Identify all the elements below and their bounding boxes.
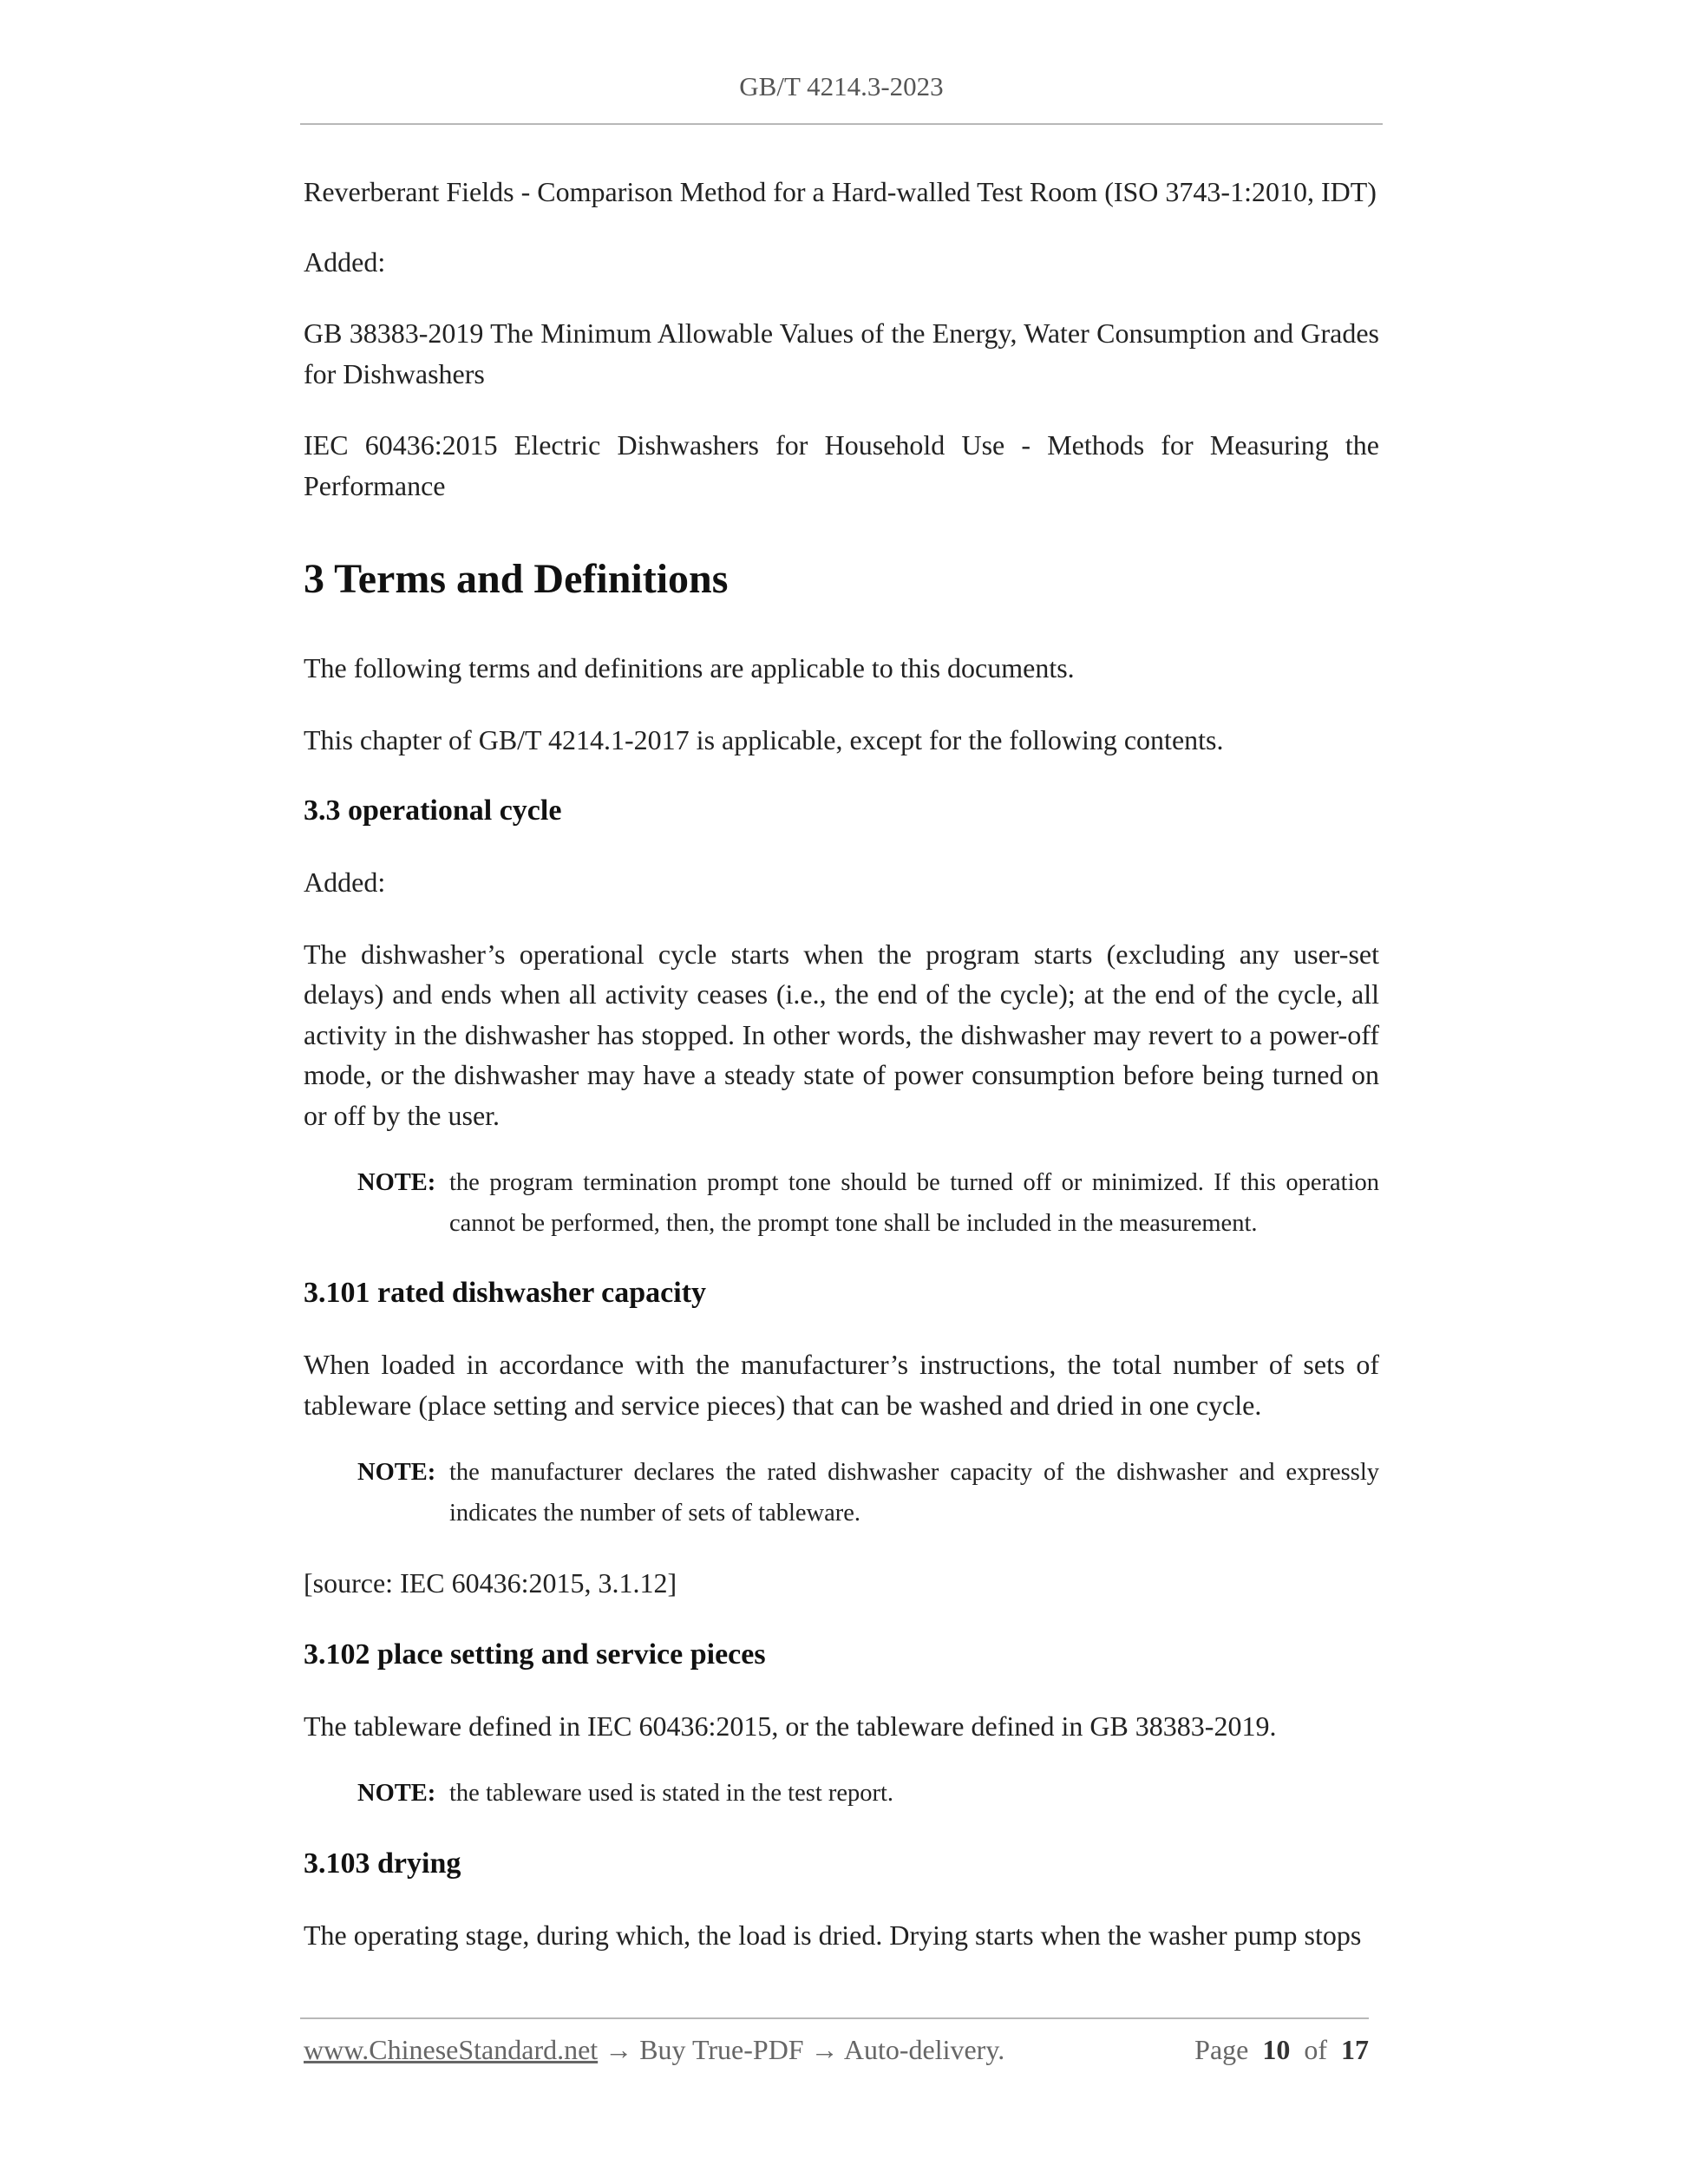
note-label: NOTE: (357, 1780, 436, 1807)
term-3-103-heading: 3.103 drying (304, 1847, 461, 1880)
note-capacity (304, 1453, 1379, 1533)
added-label: Added: (304, 245, 386, 278)
rated-capacity-definition: When loaded in accordance with the manufacturer’s instructions, the total number of sets of tableware (place setting and service pieces) that can be washed and dried in one cycle. (304, 1349, 1379, 1421)
page-footer (304, 2034, 1369, 2066)
note-text: the program termination prompt tone should be turned off or minimized. If this operation cannot be performed, then, the prompt tone shall be included in the measurement. (449, 1169, 1379, 1237)
term-3-102-heading: 3.102 place setting and service pieces (304, 1638, 766, 1671)
footer-divider (300, 2017, 1369, 2019)
added-label: Added: (304, 866, 386, 898)
page-word: Page (1194, 2034, 1249, 2065)
source-citation: [source: IEC 60436:2015, 3.1.12] (304, 1567, 677, 1599)
document-body (304, 172, 1379, 1986)
section-3-heading: 3 Terms and Definitions (304, 556, 729, 602)
note-label: NOTE: (357, 1169, 436, 1196)
reference-iec60436: IEC 60436:2015 Electric Dishwashers for Household Use - Methods for Measuring the Performance (304, 429, 1379, 501)
page-current: 10 (1262, 2034, 1291, 2065)
page-total: 17 (1341, 2034, 1369, 2065)
reference-gb38383: GB 38383-2019 The Minimum Allowable Values of the Energy, Water Consumption and Grades for Dishwashers (304, 317, 1379, 389)
footer-nav-text: → Buy True-PDF → Auto-delivery. (605, 2034, 1005, 2065)
operational-cycle-definition: The dishwasher’s operational cycle starts when the program starts (excluding any user-set delays) and ends when all activity ceases (i.e., the end of the cycle); at the end of the cycle, all activity in the dishwasher has stopped. In other words, the dishwasher may revert to a power-off mode, or the dishwasher may have a steady state of power consumption before being turned on or off by the user. (304, 938, 1379, 1131)
note-text: the manufacturer declares the rated dishwasher capacity of the dishwasher and expressly indicates the number of sets of tableware. (449, 1459, 1379, 1527)
note-prompt-tone (304, 1163, 1379, 1244)
running-header: GB/T 4214.3-2023 (739, 71, 944, 101)
drying-definition: The operating stage, during which, the load is dried. Drying starts when the washer pump stops (304, 1919, 1362, 1951)
note-tableware (304, 1774, 1379, 1815)
place-setting-definition: The tableware defined in IEC 60436:2015, or the tableware defined in GB 38383-2019. (304, 1710, 1277, 1742)
terms-intro: The following terms and definitions are applicable to this documents. (304, 652, 1075, 683)
reference-continuation: Reverberant Fields - Comparison Method for a Hard-walled Test Room (ISO 3743-1:2010, IDT) (304, 176, 1377, 207)
term-3-3-heading: 3.3 operational cycle (304, 794, 562, 827)
page-indicator (1194, 2034, 1369, 2066)
note-text: the tableware used is stated in the test report. (449, 1780, 894, 1807)
term-3-101-heading: 3.101 rated dishwasher capacity (304, 1277, 707, 1309)
header-divider (300, 123, 1383, 125)
page-of: of (1304, 2034, 1327, 2065)
chapter-applicability: This chapter of GB/T 4214.1-2017 is applicable, except for the following contents. (304, 723, 1224, 755)
note-label: NOTE: (357, 1459, 436, 1486)
website-link[interactable]: www.ChineseStandard.net (304, 2034, 599, 2065)
